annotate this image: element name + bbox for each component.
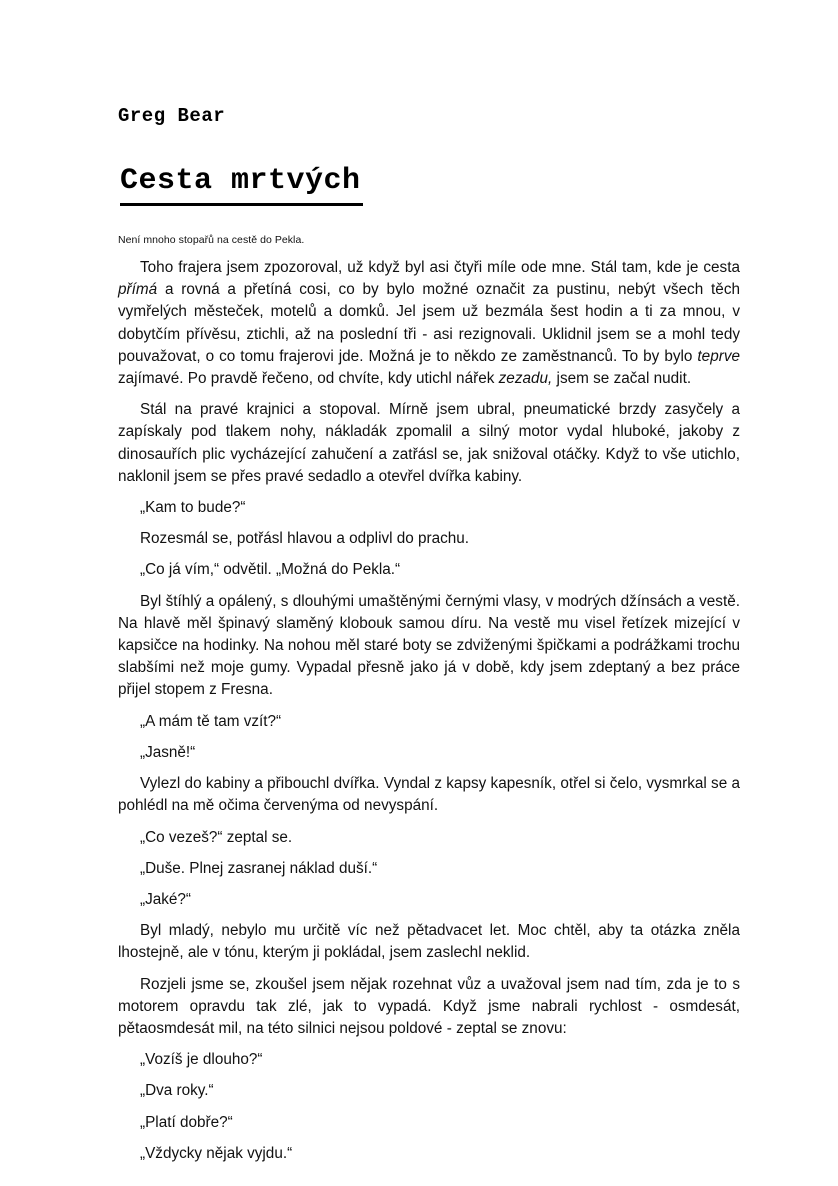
dialogue-line-8: „Jaké?“: [140, 890, 192, 908]
paragraph-1-part-a: Toho frajera jsem zpozoroval, už když byl asi čtyři míle ode mne. Stál tam, kde je cesta: [140, 259, 740, 277]
dialogue-line-3: „Co já vím,“ odvětil. „Možná do Pekla.“: [140, 561, 401, 579]
paragraph-1-part-b: a rovná a přetíná cosi, co by bylo možné označit za pustinu, nebýt všech těch vymřelých městeček, motelů a domků. Jel jsem už bezmála šest hodin a ti za mnou, v dobytčím přívěsu, ztichli, až na poslední tři - asi rezignovali. Uklidnil jsem se a mohl tedy pouvažovat, o co tomu frajerovi jde. Možná je to někdo ze zaměstnanců. To by bylo: [118, 281, 740, 365]
dialogue-line-9: „Vozíš je dlouho?“: [140, 1051, 263, 1069]
paragraph-5: Byl mladý, nebylo mu určitě víc než pětadvacet let. Moc chtěl, aby ta otázka zněla lhostejně, ale v tónu, kterým ji pokládal, jsem zaslechl neklid.: [118, 922, 740, 962]
author-name: Greg Bear: [118, 105, 226, 127]
document-subtitle: Není mnoho stopařů na cestě do Pekla.: [118, 234, 305, 247]
dialogue-line-2: Rozesmál se, potřásl hlavou a odplivl do prachu.: [140, 530, 470, 548]
dialogue-line-10: „Dva roky.“: [140, 1082, 214, 1100]
dialogue-line-6: „Co vezeš?“ zeptal se.: [140, 828, 293, 846]
paragraph-1: [118, 248, 740, 390]
paragraph-1-part-d: jsem se začal nudit.: [552, 370, 692, 388]
dialogue-line-5: „Jasně!“: [140, 743, 196, 761]
dialogue-line-7: „Duše. Plnej zasranej náklad duší.“: [140, 859, 378, 877]
dialogue-line-12: „Vždycky nějak vyjdu.“: [140, 1144, 293, 1162]
document-content: [118, 0, 740, 1165]
paragraph-1-italic-zezadu: zezadu,: [498, 370, 553, 388]
dialogue-line-11: „Platí dobře?“: [140, 1113, 233, 1131]
dialogue-line-4: „A mám tě tam vzít?“: [140, 712, 282, 730]
paragraph-1-italic-teprve: teprve: [697, 347, 740, 365]
paragraph-3: Byl štíhlý a opálený, s dlouhými umaštěnými černými vlasy, v modrých džínsách a vestě. Na hlavě měl špinavý slaměný klobouk samou díru. Na vestě mu visel řetízek mizející v kapsičce na hodinky. Na nohou měl staré boty se zdviženými špičkami a podrážkami trochu slabšími než moje gumy. Vypadal přesně jako já v době, kdy jsem zdeptaný a bez práce přijel stopem z Fresna.: [118, 592, 740, 699]
page-title: Cesta mrtvých: [120, 164, 363, 207]
paragraph-1-italic-prima: přímá: [118, 281, 158, 299]
dialogue-line-1: „Kam to bude?“: [140, 499, 246, 517]
paragraph-6: Rozjeli jsme se, zkoušel jsem nějak rozehnat vůz a uvažoval jsem nad tím, zda je to s motorem opravdu tak zlé, jak to vypadá. Když jsme nabrali rychlost - osmdesát, pětaosmdesát mil, na této silnici nejsou poldové - zeptal se znovu:: [118, 975, 740, 1037]
paragraph-2: Stál na pravé krajnici a stopoval. Mírně jsem ubral, pneumatické brzdy zasyčely a zapískaly pod tlakem nohy, nákladák zpomalil a silný motor vydal hluboké, jakoby z dinosauřích plic vycházející zahučení a zatřásl se, jak snižoval otáčky. Když to vše utichlo, naklonil jsem se přes pravé sedadlo a otevřel dvířka kabiny.: [118, 401, 740, 485]
paragraph-1-part-c: zajímavé. Po pravdě řečeno, od chvíte, kdy utichl nářek: [118, 370, 499, 388]
title-container: [118, 127, 740, 207]
paragraph-4: Vylezl do kabiny a přibouchl dvířka. Vyndal z kapsy kapesník, otřel si čelo, vysmrkal se a pohlédl na mě očima červenýma od nevyspání.: [118, 775, 741, 815]
